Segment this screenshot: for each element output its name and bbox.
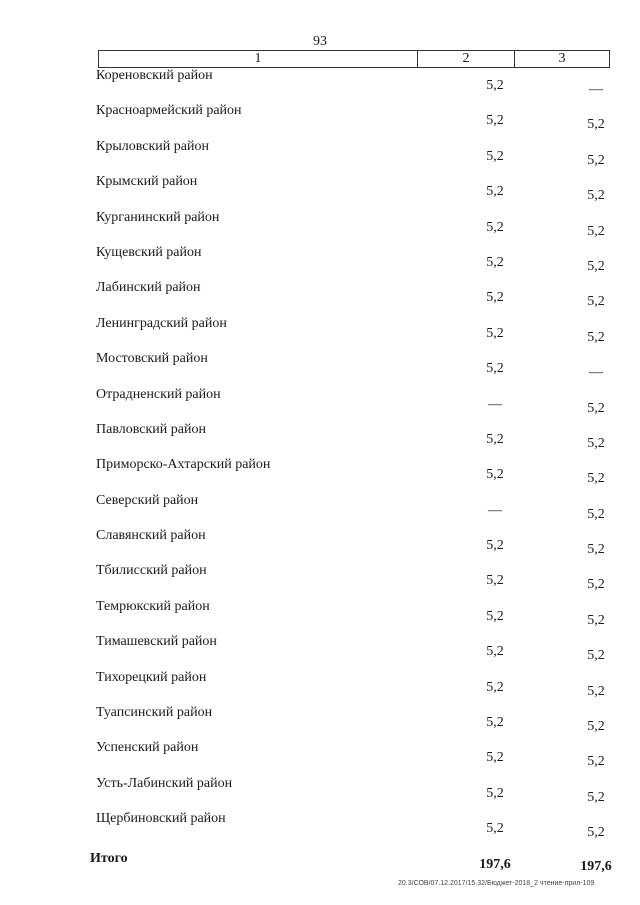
value-col-3: — bbox=[589, 82, 603, 97]
value-col-2: 5,2 bbox=[486, 148, 504, 164]
value-col-2: 5,2 bbox=[486, 325, 504, 341]
district-name: Крымский район bbox=[96, 174, 198, 190]
table-row bbox=[0, 312, 640, 347]
district-name: Красноармейский район bbox=[96, 103, 242, 119]
table-row bbox=[0, 736, 640, 771]
district-name: Темрюкский район bbox=[96, 598, 210, 614]
value-col-3: 5,2 bbox=[587, 294, 605, 310]
value-col-2: 5,2 bbox=[486, 715, 504, 731]
district-name: Усть-Лабинский район bbox=[96, 775, 233, 791]
value-col-2: 5,2 bbox=[486, 679, 504, 695]
value-col-3: 5,2 bbox=[587, 577, 605, 593]
value-col-2: 5,2 bbox=[486, 78, 504, 93]
total-value-col-3: 197,6 bbox=[580, 858, 612, 874]
value-col-3: 5,2 bbox=[587, 258, 605, 274]
district-name: Тихорецкий район bbox=[96, 669, 207, 685]
total-district-name: Итого bbox=[90, 850, 128, 866]
value-col-3: 5,2 bbox=[587, 471, 605, 487]
value-col-2: 5,2 bbox=[486, 785, 504, 801]
value-col-3: 5,2 bbox=[587, 223, 605, 239]
district-name: Крыловский район bbox=[96, 138, 209, 154]
table-body bbox=[0, 64, 640, 878]
value-col-3: 5,2 bbox=[587, 506, 605, 522]
value-col-3: 5,2 bbox=[587, 400, 605, 416]
value-col-2: — bbox=[488, 396, 502, 412]
value-col-3: 5,2 bbox=[587, 542, 605, 558]
district-name: Ленинградский район bbox=[96, 315, 227, 331]
district-name: Успенский район bbox=[96, 740, 199, 756]
value-col-3: 5,2 bbox=[587, 825, 605, 841]
value-col-3: — bbox=[589, 365, 603, 381]
value-col-3: 5,2 bbox=[587, 435, 605, 451]
table-row bbox=[0, 489, 640, 524]
district-name: Отрадненский район bbox=[96, 386, 221, 402]
table-row bbox=[0, 701, 640, 736]
value-col-2: 5,2 bbox=[486, 431, 504, 447]
value-col-3: 5,2 bbox=[587, 648, 605, 664]
table-row bbox=[0, 666, 640, 701]
table-row bbox=[0, 524, 640, 559]
value-col-2: 5,2 bbox=[486, 219, 504, 235]
column-header-1: 1 bbox=[99, 51, 418, 67]
value-col-2: 5,2 bbox=[486, 467, 504, 483]
district-name: Кореновский район bbox=[96, 68, 213, 83]
table-row bbox=[0, 347, 640, 382]
value-col-3: 5,2 bbox=[587, 117, 605, 133]
total-row bbox=[0, 843, 640, 878]
value-col-2: 5,2 bbox=[486, 644, 504, 660]
value-col-2: 5,2 bbox=[486, 538, 504, 554]
table-row bbox=[0, 64, 640, 99]
district-name: Тимашевский район bbox=[96, 634, 217, 650]
table-row bbox=[0, 241, 640, 276]
table-row bbox=[0, 630, 640, 665]
district-name: Щербиновский район bbox=[96, 811, 226, 827]
table-row bbox=[0, 595, 640, 630]
district-name: Павловский район bbox=[96, 421, 206, 437]
value-col-3: 5,2 bbox=[587, 789, 605, 805]
value-col-3: 5,2 bbox=[587, 719, 605, 735]
district-name: Курганинский район bbox=[96, 209, 220, 225]
footer-stamp: 20.3/СОВ/07.12.2017/15.32/Бюджет-2018_2 чтение-прил-109 bbox=[398, 880, 595, 887]
value-col-2: 5,2 bbox=[486, 608, 504, 624]
value-col-3: 5,2 bbox=[587, 683, 605, 699]
value-col-3: 5,2 bbox=[587, 188, 605, 204]
district-name: Мостовский район bbox=[96, 351, 208, 367]
district-name: Северский район bbox=[96, 492, 199, 508]
value-col-2: 5,2 bbox=[486, 184, 504, 200]
table-row bbox=[0, 170, 640, 205]
value-col-2: 5,2 bbox=[486, 254, 504, 270]
total-value-col-2: 197,6 bbox=[479, 856, 511, 872]
value-col-2: 5,2 bbox=[486, 750, 504, 766]
district-name: Славянский район bbox=[96, 528, 206, 544]
table-row bbox=[0, 559, 640, 594]
table-row bbox=[0, 807, 640, 842]
district-name: Лабинский район bbox=[96, 280, 201, 296]
value-col-3: 5,2 bbox=[587, 754, 605, 770]
table-row bbox=[0, 99, 640, 134]
table-row bbox=[0, 383, 640, 418]
value-col-3: 5,2 bbox=[587, 612, 605, 628]
table-row bbox=[0, 418, 640, 453]
column-header-2: 2 bbox=[418, 51, 515, 67]
value-col-2: — bbox=[488, 502, 502, 518]
value-col-3: 5,2 bbox=[587, 152, 605, 168]
district-name: Туапсинский район bbox=[96, 705, 213, 721]
value-col-3: 5,2 bbox=[587, 329, 605, 345]
table-row bbox=[0, 206, 640, 241]
district-name: Тбилисский район bbox=[96, 563, 207, 579]
column-header-3: 3 bbox=[558, 51, 566, 66]
table-row bbox=[0, 276, 640, 311]
value-col-2: 5,2 bbox=[486, 113, 504, 129]
district-name: Приморско-Ахтарский район bbox=[96, 457, 271, 473]
district-name: Кущевский район bbox=[96, 244, 202, 260]
page-number: 93 bbox=[313, 34, 327, 49]
value-col-2: 5,2 bbox=[486, 573, 504, 589]
table-row bbox=[0, 135, 640, 170]
table-row bbox=[0, 772, 640, 807]
table-row bbox=[0, 453, 640, 488]
value-col-2: 5,2 bbox=[486, 290, 504, 306]
value-col-2: 5,2 bbox=[486, 821, 504, 837]
value-col-2: 5,2 bbox=[486, 361, 504, 377]
